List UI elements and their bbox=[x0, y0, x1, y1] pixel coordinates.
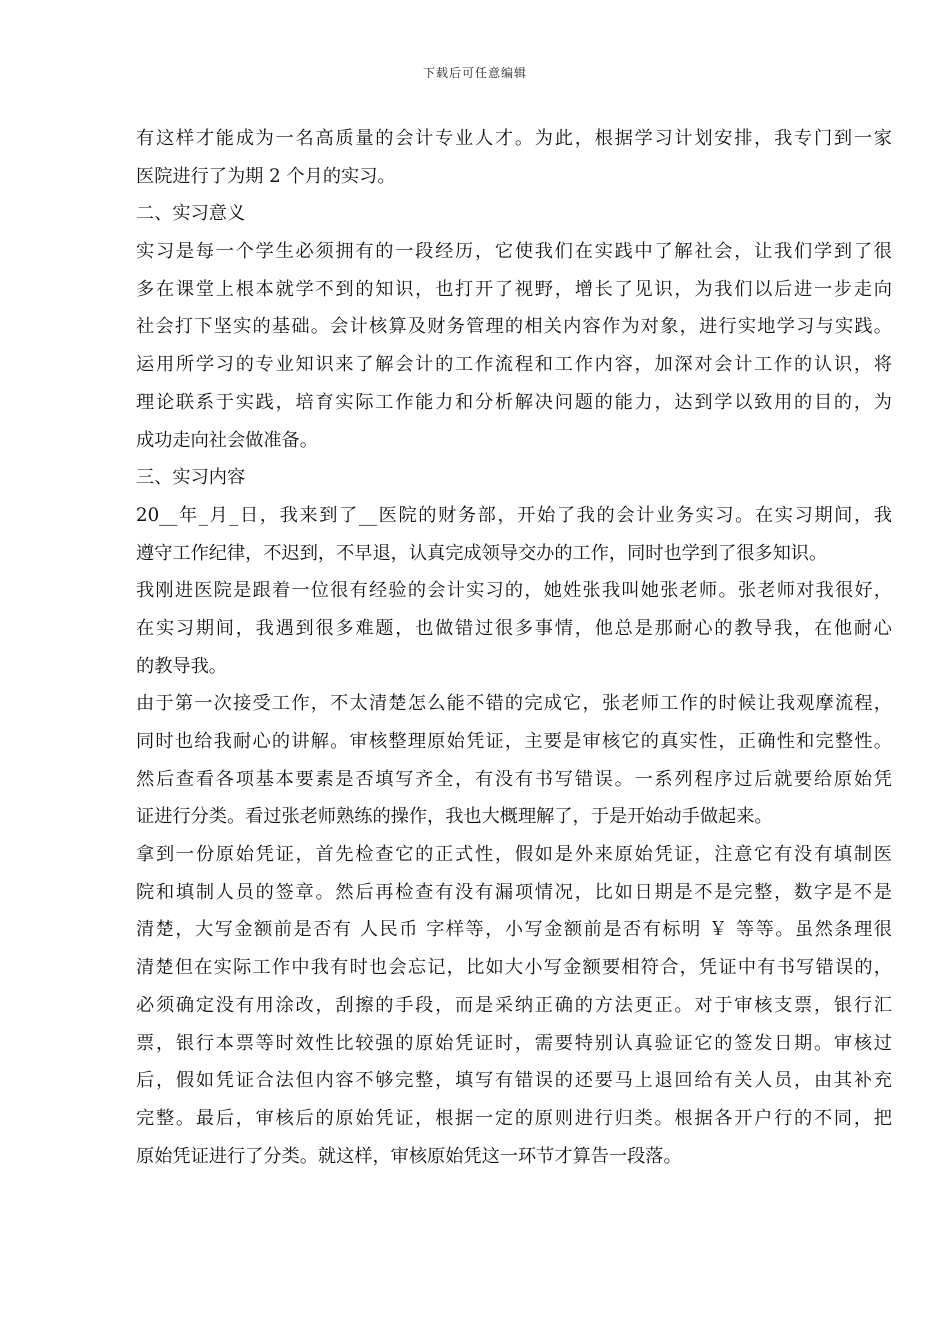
text-line: 同时也给我耐心的讲解。审核整理原始凭证，主要是审核它的真实性，正确性和完整性。 bbox=[136, 731, 892, 752]
text-line: 多在课堂上根本就学不到的知识，也打开了视野，增长了见识，为我们以后进一步走向 bbox=[136, 278, 892, 300]
document-body bbox=[136, 120, 892, 1175]
text-line: 在实习期间，我遇到很多难题，也做错过很多事情，他总是那耐心的教导我，在他耐心 bbox=[136, 617, 892, 639]
page-header: 下载后可任意编辑 bbox=[422, 66, 527, 80]
text-line: 清楚，大写金额前是否有 人民币 字样等，小写金额前是否有标明 ￥ 等等。虽然条理很 bbox=[136, 919, 892, 941]
text-line: 票，银行本票等时效性比较强的原始凭证时，需要特别认真验证它的签发日期。审核过 bbox=[136, 1032, 892, 1054]
text-line: 运用所学习的专业知识来了解会计的工作流程和工作内容，加深对会计工作的认识，将 bbox=[136, 354, 892, 376]
text-line: 然后查看各项基本要素是否填写齐全，有没有书写错误。一系列程序过后就要给原始凭 bbox=[136, 768, 892, 790]
text-line: 清楚但在实际工作中我有时也会忘记，比如大小写金额要相符合，凭证中有书写错误的， bbox=[136, 957, 892, 979]
text-line: 三、实习内容 bbox=[136, 467, 246, 489]
text-line: 后，假如凭证合法但内容不够完整，填写有错误的还要马上退回给有关人员，由其补充 bbox=[136, 1070, 892, 1092]
text-line: 由于第一次接受工作，不太清楚怎么能不错的完成它，张老师工作的时候让我观摩流程， bbox=[136, 693, 892, 715]
text-line: 二、实习意义 bbox=[136, 203, 246, 225]
text-line: 医院进行了为期 2 个月的实习。 bbox=[136, 165, 396, 187]
text-line: 完整。最后，审核后的原始凭证，根据一定的原则进行归类。根据各开户行的不同，把 bbox=[136, 1107, 892, 1129]
text-line: 拿到一份原始凭证，首先检查它的正式性，假如是外来原始凭证，注意它有没有填制医 bbox=[136, 844, 892, 866]
text-line: 原始凭证进行了分类。就这样，审核原始凭这一环节才算告一段落。 bbox=[136, 1145, 682, 1167]
text-line: 遵守工作纪律，不迟到，不早退，认真完成领导交办的工作，同时也学到了很多知识。 bbox=[136, 542, 828, 564]
text-line: 的教导我。 bbox=[136, 655, 227, 677]
text-line: 我刚进医院是跟着一位很有经验的会计实习的，她姓张我叫她张老师。张老师对我很好， bbox=[136, 580, 892, 602]
text-line: 20__年_月_日，我来到了__医院的财务部，开始了我的会计业务实习。在实习期间，我 bbox=[136, 504, 892, 526]
text-line: 院和填制人员的签章。然后再检查有没有漏项情况，比如日期是不是完整，数字是不是 bbox=[136, 881, 892, 903]
text-line: 实习是每一个学生必须拥有的一段经历，它使我们在实践中了解社会，让我们学到了很 bbox=[136, 241, 892, 263]
text-line: 成功走向社会做准备。 bbox=[136, 429, 318, 451]
text-line: 理论联系于实践，培育实际工作能力和分析解决问题的能力，达到学以致用的目的，为 bbox=[136, 391, 892, 413]
text-line: 社会打下坚实的基础。会计核算及财务管理的相关内容作为对象，进行实地学习与实践。 bbox=[136, 316, 892, 338]
text-line: 必须确定没有用涂改，刮擦的手段，而是采纳正确的方法更正。对于审核支票，银行汇 bbox=[136, 994, 892, 1016]
text-line: 证进行分类。看过张老师熟练的操作，我也大概理解了，于是开始动手做起来。 bbox=[136, 806, 773, 828]
text-line: 有这样才能成为一名高质量的会计专业人才。为此，根据学习计划安排，我专门到一家 bbox=[136, 128, 892, 149]
